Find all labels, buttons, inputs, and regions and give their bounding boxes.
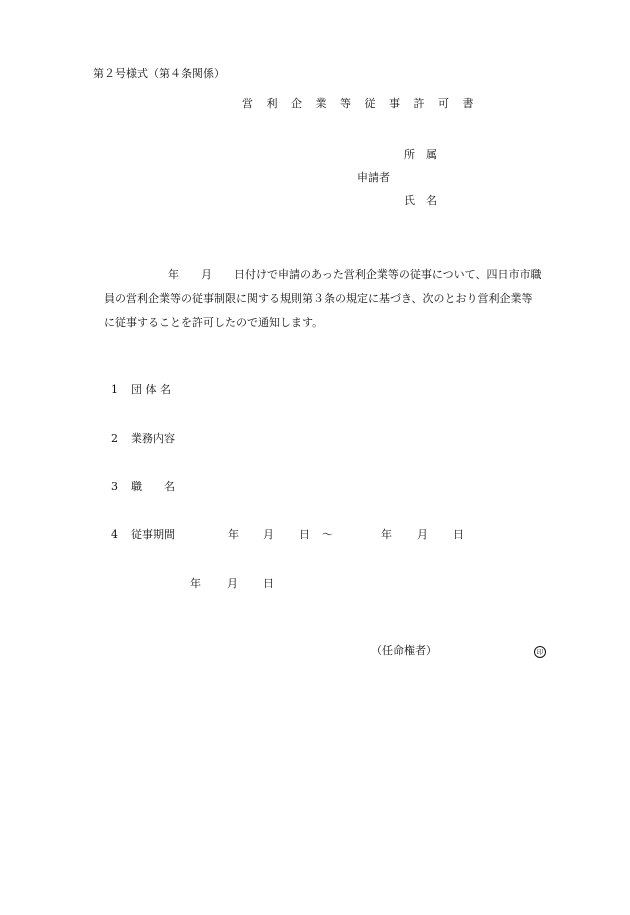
end-month: 月 [417, 528, 428, 541]
applicant-label: 申請者 [357, 171, 390, 184]
issue-month: 月 [227, 577, 238, 590]
end-year: 年 [381, 528, 392, 541]
affiliation-label: 所 属 [404, 148, 437, 161]
item-4-number: 4 [111, 528, 118, 541]
body-text-line-1: 年 月 日付けで申請のあった営利企業等の従事について、四日市市職 [168, 268, 542, 281]
item-1-number: 1 [111, 383, 118, 396]
body-text-line-3: に従事することを許可したので通知します。 [104, 316, 324, 329]
issue-year: 年 [190, 577, 201, 590]
name-label: 氏 名 [404, 194, 437, 207]
item-3-number: 3 [111, 480, 118, 493]
document-title: 営 利 企 業 等 従 事 許 可 書 [242, 97, 479, 110]
start-year: 年 [228, 528, 239, 541]
seal-text: 印 [536, 648, 544, 656]
issue-day: 日 [263, 577, 274, 590]
item-1-label: 団 体 名 [131, 383, 171, 396]
body-text-line-2: 員の営利企業等の従事制限に関する規則第３条の規定に基づき、次のとおり営利企業等 [104, 292, 533, 305]
start-month: 月 [263, 528, 274, 541]
end-day: 日 [453, 528, 464, 541]
item-4-label: 従事期間 [131, 528, 175, 541]
item-3-label: 職 名 [131, 480, 175, 493]
authority-label: （任命権者） [371, 644, 437, 657]
item-2-label: 業務内容 [131, 432, 175, 445]
start-day: 日 [299, 528, 310, 541]
seal-mark [534, 645, 546, 658]
item-2-number: 2 [111, 432, 118, 445]
seal-icon [534, 646, 546, 658]
range-separator: ～ [322, 528, 333, 541]
form-number: 第２号様式（第４条関係） [93, 67, 225, 80]
